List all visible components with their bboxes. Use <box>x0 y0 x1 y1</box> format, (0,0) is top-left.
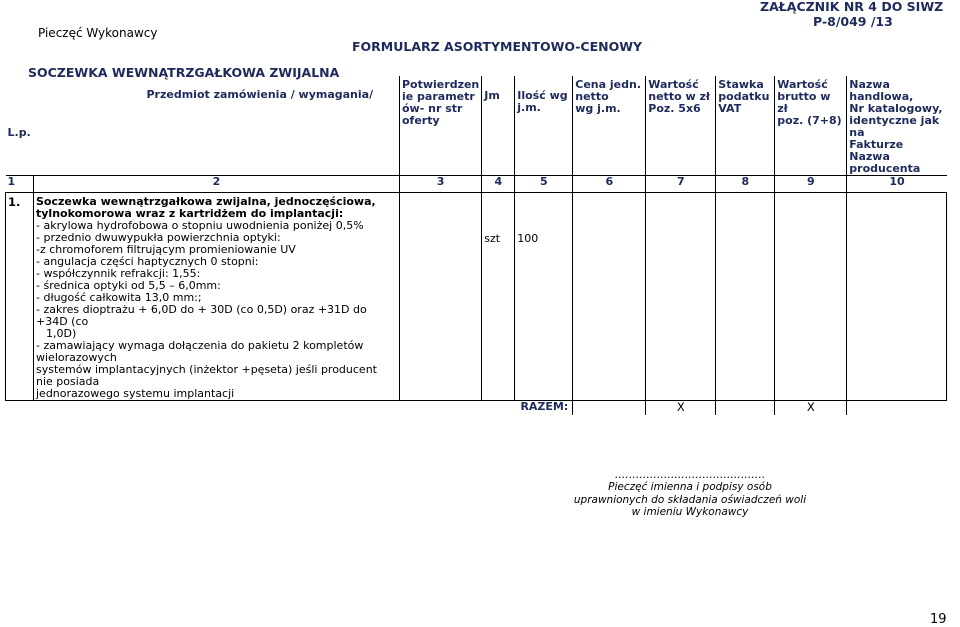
col-number: 1 <box>6 176 34 193</box>
item-net-value-cell[interactable] <box>646 193 716 401</box>
item-trade-name-cell[interactable] <box>847 193 947 401</box>
col-vat-header: Stawka podatku VAT <box>716 76 775 176</box>
section-title: SOCZEWKA WEWNĄTRZGAŁKOWA ZWIJALNA <box>28 65 340 80</box>
signature-block <box>560 481 820 519</box>
total-vat-cell <box>716 401 775 415</box>
item-spec: - średnica optyki od 5,5 – 6,0mm: <box>36 279 221 292</box>
col-number: 5 <box>515 176 573 193</box>
signature-line: uprawnionych do składania oświadczeń woli <box>573 493 807 506</box>
item-confirm-cell[interactable] <box>400 193 482 401</box>
col-trade-name-header: Nazwa handlowa, Nr katalogowy, identyczne jak na Fakturze Nazwa producenta <box>847 76 947 176</box>
total-label: RAZEM: <box>520 400 569 413</box>
item-spec: - zakres dioptrażu + 6,0D do + 30D (co 0,5D) oraz +31D do +34D (co <box>36 303 367 328</box>
item-spec: - zamawiający wymaga dołączenia do pakietu 2 kompletów wielorazowych <box>36 339 364 364</box>
item-qty: 100 <box>515 193 573 401</box>
col-confirm-header: Potwierdzen ie parametr ów- nr str oferty <box>400 76 482 176</box>
item-spec: - akrylowa hydrofobowa o stopniu uwodnienia poniżej 0,5% <box>36 219 364 232</box>
item-spec: 1,0D) <box>46 327 77 340</box>
item-description <box>34 193 400 401</box>
col-number: 7 <box>646 176 716 193</box>
item-spec: systemów implantacyjnych (inżektor +pęseta) jeśli producent nie posiada <box>36 363 377 388</box>
table-row <box>6 193 947 401</box>
reference-number: P-8/049 /13 <box>813 14 893 29</box>
item-vat-cell[interactable] <box>716 193 775 401</box>
col-lp-header: L.p. <box>7 125 31 139</box>
col-number: 10 <box>847 176 947 193</box>
col-jm-header: Jm <box>482 76 515 176</box>
total-gross-value: X <box>775 401 847 415</box>
signature-dots: ……………………………………. <box>614 469 766 481</box>
signature-line: Pieczęć imienna i podpisy osób <box>608 481 772 493</box>
col-number: 3 <box>400 176 482 193</box>
item-spec: jednorazowego systemu implantacji <box>36 387 235 400</box>
annex-title: ZAŁĄCZNIK NR 4 DO SIWZ <box>760 0 944 14</box>
form-title: FORMULARZ ASORTYMENTOWO-CENOWY <box>352 39 643 54</box>
price-table <box>5 76 947 415</box>
total-row <box>6 401 947 415</box>
item-unit-price-cell[interactable] <box>573 193 646 401</box>
col-subject-header: Przedmiot zamówienia / wymagania/ <box>146 88 374 101</box>
column-number-row <box>6 176 947 193</box>
col-number: 4 <box>482 176 515 193</box>
total-net-value: X <box>646 401 716 415</box>
item-spec: - długość całkowita 13,0 mm:; <box>36 291 202 304</box>
item-gross-cell[interactable] <box>775 193 847 401</box>
col-qty-header: Ilość wg j.m. <box>515 76 573 176</box>
col-unit-price-header: Cena jedn. netto wg j.m. <box>573 76 646 176</box>
item-spec: - przednio dwuwypukła powierzchnia optyki: <box>36 231 281 244</box>
item-spec: -z chromoforem filtrującym promieniowanie UV <box>36 243 296 256</box>
header-row <box>6 76 947 176</box>
item-title: Soczewka wewnątrzgałkowa zwijalna, jednoczęściowa, tylnokomorowa wraz z kartridżem do implantacji: <box>36 195 376 220</box>
col-number: 2 <box>34 176 400 193</box>
item-lp: 1. <box>6 193 34 401</box>
col-number: 6 <box>573 176 646 193</box>
col-number: 9 <box>775 176 847 193</box>
col-gross-header: Wartość brutto w zł poz. (7+8) <box>775 76 847 176</box>
col-number: 8 <box>716 176 775 193</box>
item-spec: - angulacja części haptycznych 0 stopni: <box>36 255 259 268</box>
signature-line: w imieniu Wykonawcy <box>631 506 749 518</box>
item-spec: - współczynnik refrakcji: 1,55: <box>36 267 201 280</box>
total-unit-price-cell <box>573 401 646 415</box>
page-number: 19 <box>930 612 947 627</box>
contractor-stamp-label: Pieczęć Wykonawcy <box>38 26 158 40</box>
col-net-value-header: Wartość netto w zł Poz. 5x6 <box>646 76 716 176</box>
item-jm: szt <box>482 193 515 401</box>
